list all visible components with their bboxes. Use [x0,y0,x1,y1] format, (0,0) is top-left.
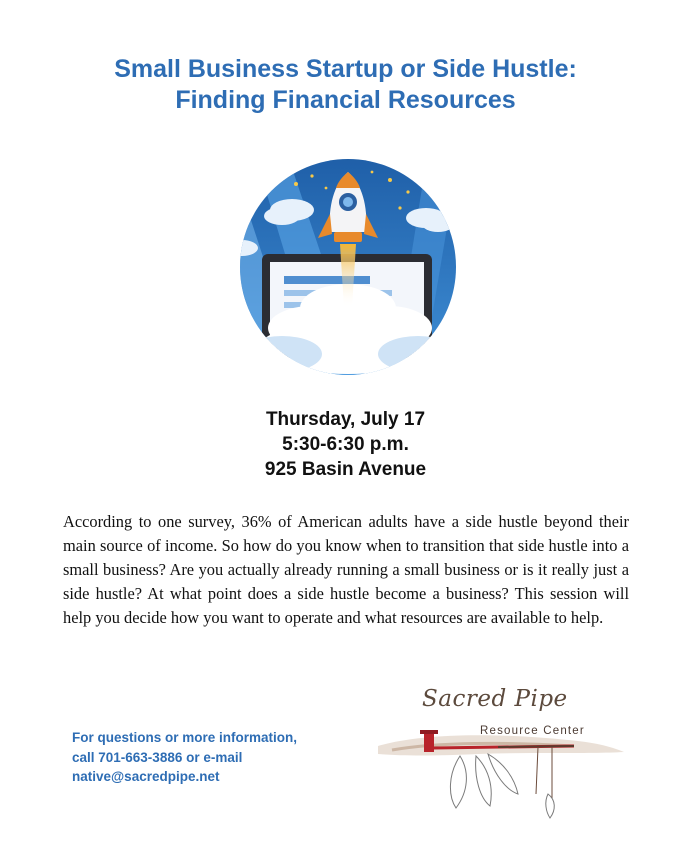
contact-line-2: call 701-663-3886 or e-mail [72,749,243,765]
event-details [0,407,691,482]
contact-line-1: For questions or more information, [72,730,298,745]
logo-subtitle: Resource Center [480,725,585,737]
event-time: 5:30-6:30 p.m. [282,434,409,455]
event-date: Thursday, July 17 [265,409,426,430]
sacred-pipe-logo [378,684,628,824]
rocket-laptop-illustration [222,158,476,376]
event-description: According to one survey, 36% of American adults have a side hustle beyond their main source of income. So how do you know when to transition that side hustle into a small business? Are you actually already running a small business or is it really just a side hustle? At what point does a side hustle become a business? This session will help you decide how you want to operate and what resources are available to help. [63,512,629,627]
page-title [0,54,691,116]
event-location: 925 Basin Avenue [264,459,427,480]
logo-script-text: Sacred Pipe [422,686,568,712]
title-line-2: Finding Financial Resources [175,86,516,114]
contact-info [72,728,362,787]
title-line-1: Small Business Startup or Side Hustle: [114,55,577,83]
contact-email-link[interactable]: native@sacredpipe.net [72,769,220,784]
